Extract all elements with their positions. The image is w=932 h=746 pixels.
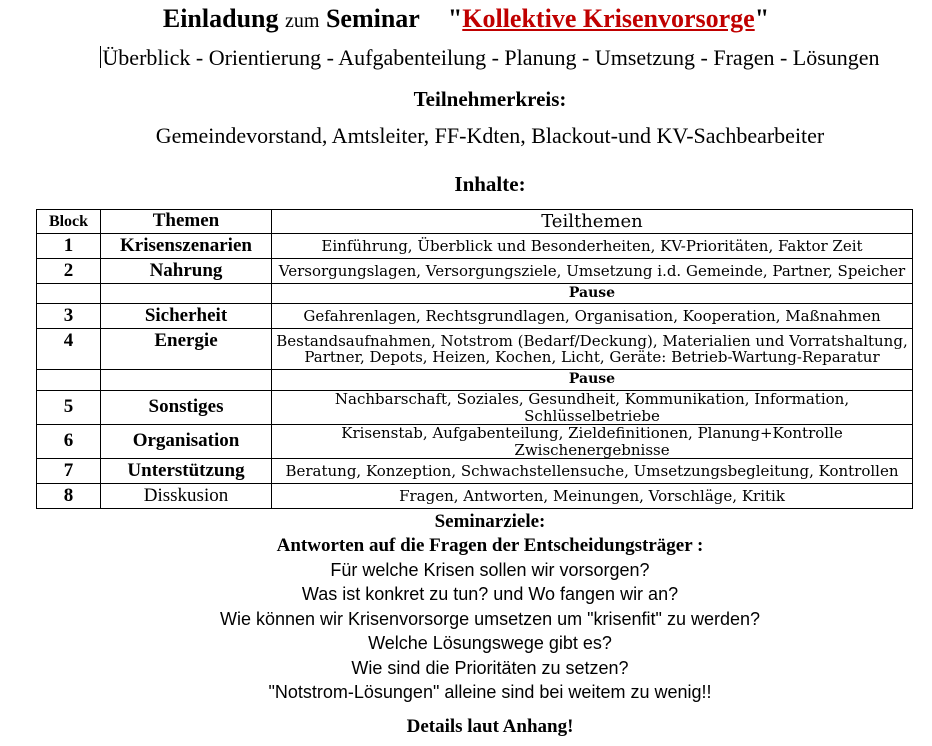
theme-cell: Nahrung bbox=[101, 259, 272, 284]
participants-text: Gemeindevorstand, Amtsleiter, FF-Kdten, Blackout-und KV-Sachbearbeiter bbox=[155, 123, 825, 148]
subtitle-text: Überblick - Orientierung - Aufgabenteilung - Planung - Umsetzung - Fragen - Lösungen bbox=[102, 45, 880, 70]
theme-cell: Sonstiges bbox=[101, 391, 272, 425]
table-row bbox=[37, 391, 913, 425]
subtheme-cell: Versorgungslagen, Versorgungsziele, Umsetzung i.d. Gemeinde, Partner, Speicher bbox=[272, 259, 913, 284]
table-header-row bbox=[37, 210, 913, 234]
goal-question: Was ist konkret zu tun? und Wo fangen wir an? bbox=[301, 584, 679, 605]
contents-heading: Inhalte: bbox=[454, 172, 526, 196]
header-themes: Themen bbox=[101, 210, 272, 234]
table-row bbox=[37, 425, 913, 459]
subtheme-cell bbox=[272, 329, 913, 370]
page-title bbox=[0, 4, 932, 34]
subtheme-cell: Gefahrenlagen, Rechtsgrundlagen, Organisation, Kooperation, Maßnahmen bbox=[272, 304, 913, 329]
seminar-table bbox=[36, 209, 913, 509]
goal-question: "Notstrom-Lösungen" alleine sind bei weitem zu wenig!! bbox=[268, 682, 712, 703]
subtheme-cell: Beratung, Konzeption, Schwachstellensuche, Umsetzungsbegleitung, Kontrollen bbox=[272, 459, 913, 484]
goal-question: Wie können wir Krisenvorsorge umsetzen um "krisenfit" zu werden? bbox=[220, 608, 760, 629]
title-zum: zum bbox=[285, 10, 320, 32]
goal-question: Wie sind die Prioritäten zu setzen? bbox=[351, 657, 629, 678]
theme-cell: Organisation bbox=[101, 425, 272, 459]
theme-cell: Sicherheit bbox=[101, 304, 272, 329]
subtheme-line-1: Bestandsaufnahmen, Notstrom (Bedarf/Deckung), Materialien und Vorratshaltung, bbox=[276, 331, 908, 350]
details-note: Details laut Anhang! bbox=[406, 716, 574, 737]
table-row bbox=[37, 304, 913, 329]
table-row bbox=[37, 484, 913, 509]
header-subthemes: Teilthemen bbox=[272, 210, 913, 234]
table-row bbox=[37, 234, 913, 259]
title-seminar: Seminar bbox=[325, 4, 420, 33]
participants-heading: Teilnehmerkreis: bbox=[413, 87, 567, 111]
block-number: 1 bbox=[37, 234, 101, 259]
table-row bbox=[37, 329, 913, 370]
theme-cell: Krisenszenarien bbox=[101, 234, 272, 259]
theme-cell: Energie bbox=[101, 329, 272, 370]
subtheme-cell: Nachbarschaft, Soziales, Gesundheit, Kommunikation, Information, Schlüsselbetriebe bbox=[272, 391, 913, 425]
table-row bbox=[37, 459, 913, 484]
title-einladung: Einladung bbox=[162, 4, 279, 33]
block-number: 7 bbox=[37, 459, 101, 484]
pause-row bbox=[37, 370, 913, 391]
block-number: 3 bbox=[37, 304, 101, 329]
pause-row bbox=[37, 284, 913, 304]
subtheme-line-2: Partner, Depots, Heizen, Kochen, Licht, Geräte: Betrieb-Wartung-Reparatur bbox=[304, 348, 880, 366]
seminar-name: Kollektive Krisenvorsorge bbox=[462, 4, 755, 33]
subtitle bbox=[0, 45, 932, 71]
pause-label: Pause bbox=[272, 370, 913, 391]
goals-heading: Seminarziele: bbox=[434, 511, 546, 532]
subtheme-cell: Fragen, Antworten, Meinungen, Vorschläge, Kritik bbox=[272, 484, 913, 509]
theme-cell: Disskusion bbox=[101, 484, 272, 509]
header-block: Block bbox=[37, 210, 101, 234]
pause-label: Pause bbox=[272, 284, 913, 304]
block-number: 4 bbox=[37, 329, 101, 370]
block-number: 6 bbox=[37, 425, 101, 459]
block-number: 8 bbox=[37, 484, 101, 509]
goals-subheading: Antworten auf die Fragen der Entscheidungsträger : bbox=[276, 535, 704, 556]
theme-cell: Unterstützung bbox=[101, 459, 272, 484]
goal-question: Für welche Krisen sollen wir vorsorgen? bbox=[330, 560, 650, 580]
subtheme-cell: Krisenstab, Aufgabenteilung, Zieldefinitionen, Planung+Kontrolle Zwischenergebnisse bbox=[272, 425, 913, 459]
seminar-goals bbox=[0, 510, 932, 704]
subtheme-cell: Einführung, Überblick und Besonderheiten, KV-Prioritäten, Faktor Zeit bbox=[272, 234, 913, 259]
block-number: 5 bbox=[37, 391, 101, 425]
title-quote-open: " bbox=[447, 4, 463, 33]
table-row bbox=[37, 259, 913, 284]
block-number: 2 bbox=[37, 259, 101, 284]
title-quote-close: " bbox=[754, 4, 770, 33]
goal-question: Welche Lösungswege gibt es? bbox=[368, 633, 612, 654]
